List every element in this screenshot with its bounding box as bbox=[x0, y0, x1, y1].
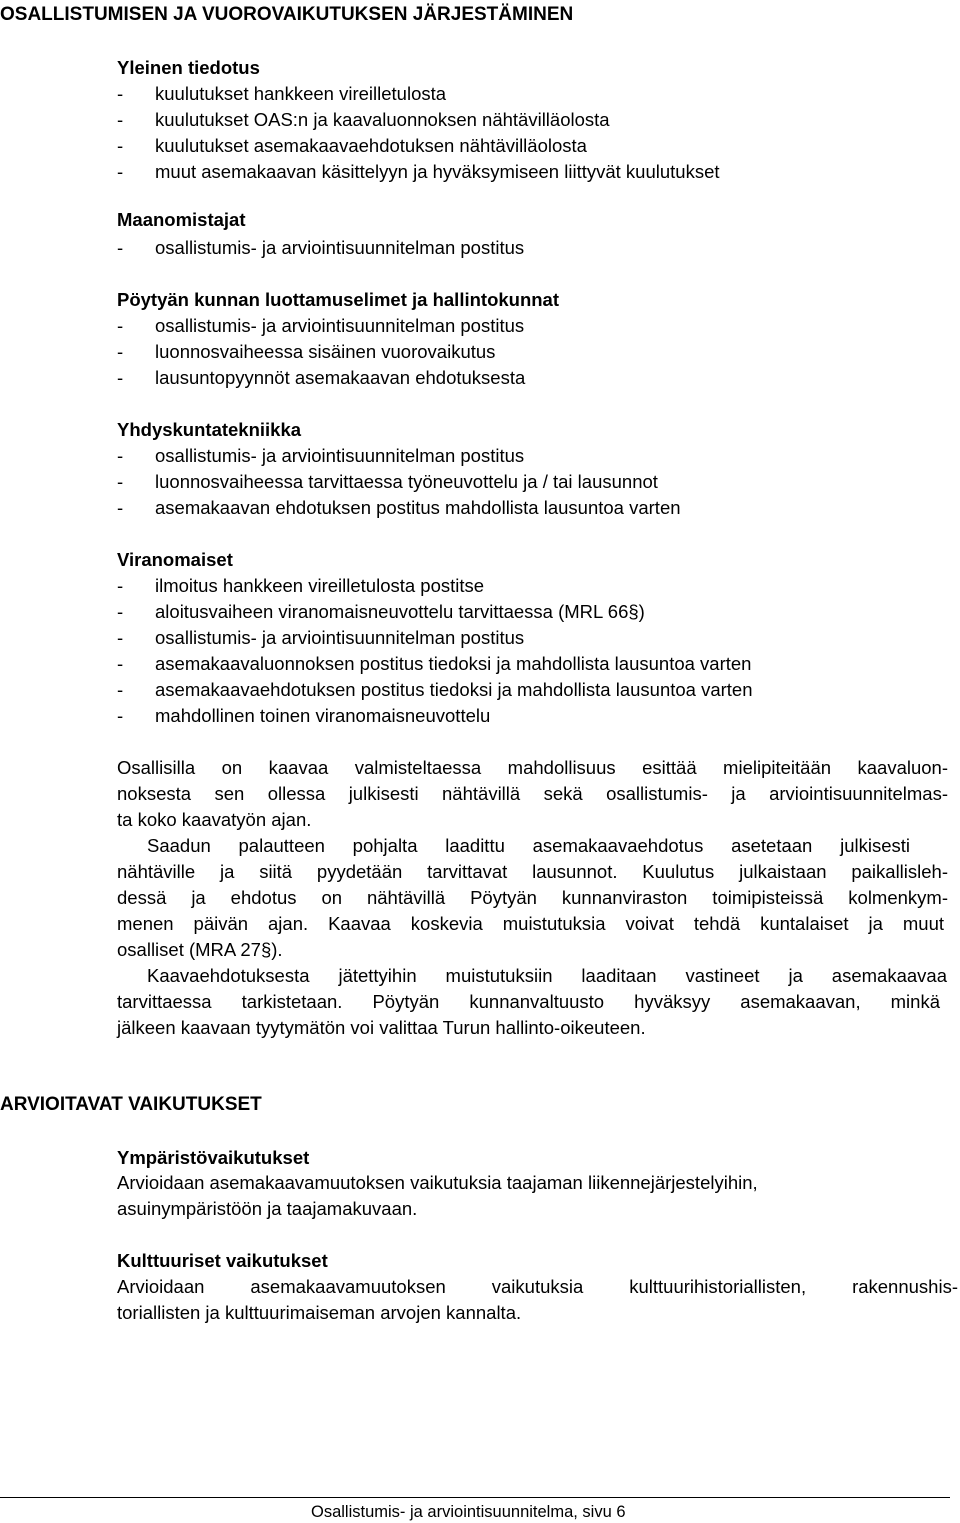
list-item: kuulutukset asemakaavaehdotuksen nähtävilläolosta bbox=[155, 135, 587, 156]
bullet-dash: - bbox=[117, 135, 124, 156]
list-item: mahdollinen toinen viranomaisneuvottelu bbox=[155, 705, 491, 726]
paragraph-line: Arvioidaan asemakaavamuutoksen vaikutuksia taajaman liikennejärjestelyihin, bbox=[117, 1172, 758, 1193]
bullet-dash: - bbox=[117, 575, 124, 596]
bullet-dash: - bbox=[117, 109, 124, 130]
list-item: asemakaavaehdotuksen postitus tiedoksi ja mahdollista lausuntoa varten bbox=[155, 679, 753, 700]
bullet-dash: - bbox=[117, 367, 124, 388]
group-heading-authorities: Viranomaiset bbox=[117, 549, 233, 570]
bullet-dash: - bbox=[117, 341, 124, 362]
bullet-dash: - bbox=[117, 315, 124, 336]
group-heading-landowners: Maanomistajat bbox=[117, 209, 246, 230]
paragraph-line: tarvittaessa tarkistetaan. Pöytyän kunnanvaltuusto hyväksyy asemakaavan, minkä bbox=[117, 991, 940, 1012]
paragraph-line: osalliset (MRA 27§). bbox=[117, 939, 283, 960]
list-item: osallistumis- ja arviointisuunnitelman postitus bbox=[155, 445, 525, 466]
list-item: ilmoitus hankkeen vireilletulosta postitse bbox=[155, 575, 485, 596]
paragraph-line: Arvioidaan asemakaavamuutoksen vaikutuksia kulttuurihistoriallisten, rakennushis- bbox=[117, 1276, 958, 1297]
bullet-dash: - bbox=[117, 601, 124, 622]
footer-divider bbox=[0, 1497, 950, 1498]
list-item: muut asemakaavan käsittelyyn ja hyväksymiseen liittyvät kuulutukset bbox=[155, 161, 720, 182]
paragraph-line: ta koko kaavatyön ajan. bbox=[117, 809, 312, 830]
list-item: osallistumis- ja arviointisuunnitelman postitus bbox=[155, 627, 525, 648]
list-item: kuulutukset OAS:n ja kaavaluonnoksen nähtävilläolosta bbox=[155, 109, 610, 130]
bullet-dash: - bbox=[117, 679, 124, 700]
bullet-dash: - bbox=[117, 705, 124, 726]
paragraph-line: noksesta sen ollessa julkisesti nähtävillä sekä osallistumis- ja arviointisuunnitelmas- bbox=[117, 783, 948, 804]
list-item: osallistumis- ja arviointisuunnitelman postitus bbox=[155, 315, 525, 336]
paragraph-line: toriallisten ja kulttuurimaiseman arvojen kannalta. bbox=[117, 1302, 522, 1323]
bullet-dash: - bbox=[117, 497, 124, 518]
list-item: lausuntopyynnöt asemakaavan ehdotuksesta bbox=[155, 367, 526, 388]
list-item: asemakaavaluonnoksen postitus tiedoksi ja mahdollista lausuntoa varten bbox=[155, 653, 752, 674]
list-item: osallistumis- ja arviointisuunnitelman postitus bbox=[155, 237, 525, 258]
bullet-dash: - bbox=[117, 653, 124, 674]
paragraph-line: dessä ja ehdotus on nähtävillä Pöytyän kunnanviraston toimipisteissä kolmenkym- bbox=[117, 887, 948, 908]
section-title-participation: OSALLISTUMISEN JA VUOROVAIKUTUKSEN JÄRJESTÄMINEN bbox=[0, 4, 574, 25]
list-item: asemakaavan ehdotuksen postitus mahdollista lausuntoa varten bbox=[155, 497, 681, 518]
bullet-dash: - bbox=[117, 161, 124, 182]
paragraph-line: Kaavaehdotuksesta jätettyihin muistutuksiin laaditaan vastineet ja asemakaavaa bbox=[147, 965, 947, 986]
list-item: luonnosvaiheessa tarvittaessa työneuvottelu ja / tai lausunnot bbox=[155, 471, 658, 492]
paragraph-line: asuinympäristöön ja taajamakuvaan. bbox=[117, 1198, 418, 1219]
paragraph-line: Saadun palautteen pohjalta laadittu asemakaavaehdotus asetetaan julkisesti bbox=[147, 835, 910, 856]
paragraph-line: jälkeen kaavaan tyytymätön voi valittaa Turun hallinto-oikeuteen. bbox=[117, 1017, 646, 1038]
list-item: luonnosvaiheessa sisäinen vuorovaikutus bbox=[155, 341, 496, 362]
bullet-dash: - bbox=[117, 627, 124, 648]
paragraph-line: nähtäville ja siitä pyydetään tarvittavat lausunnot. Kuulutus julkaistaan paikallisleh- bbox=[117, 861, 948, 882]
group-heading-municipal-bodies: Pöytyän kunnan luottamuselimet ja hallintokunnat bbox=[117, 289, 560, 310]
bullet-dash: - bbox=[117, 83, 124, 104]
bullet-dash: - bbox=[117, 445, 124, 466]
list-item: aloitusvaiheen viranomaisneuvottelu tarvittaessa (MRL 66§) bbox=[155, 601, 645, 622]
list-item: kuulutukset hankkeen vireilletulosta bbox=[155, 83, 447, 104]
paragraph-line: Osallisilla on kaavaa valmisteltaessa mahdollisuus esittää mielipiteitään kaavaluon- bbox=[117, 757, 948, 778]
subheading-cultural-impacts: Kulttuuriset vaikutukset bbox=[117, 1250, 328, 1271]
paragraph-line: menen päivän ajan. Kaavaa koskevia muistutuksia voivat tehdä kuntalaiset ja muut bbox=[117, 913, 944, 934]
subheading-environmental-impacts: Ympäristövaikutukset bbox=[117, 1147, 310, 1168]
bullet-dash: - bbox=[117, 471, 124, 492]
group-heading-general-info: Yleinen tiedotus bbox=[117, 57, 260, 78]
section-title-impacts: ARVIOITAVAT VAIKUTUKSET bbox=[0, 1094, 262, 1115]
bullet-dash: - bbox=[117, 237, 124, 258]
page-footer: Osallistumis- ja arviointisuunnitelma, sivu 6 bbox=[311, 1503, 626, 1521]
group-heading-infrastructure: Yhdyskuntatekniikka bbox=[117, 419, 302, 440]
